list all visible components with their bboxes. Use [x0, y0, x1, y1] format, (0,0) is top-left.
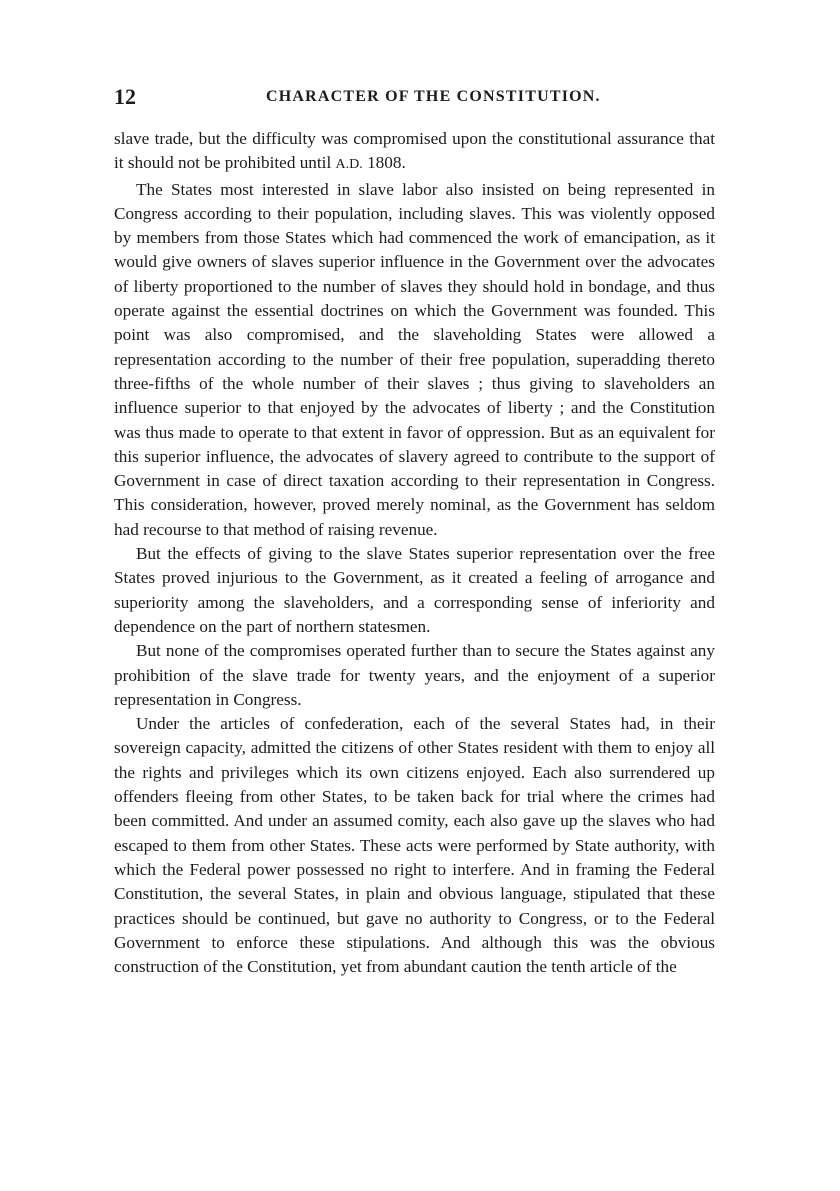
- paragraph: But the effects of giving to the slave States superior representation over the free States proved injurious to the Government, as it created a feeling of arrogance and superiority among the slaveholders, and a corresponding sense of inferiority and dependence on the part of northern statesmen.: [114, 544, 715, 636]
- paragraph: But none of the compromises operated further than to secure the States against any prohibition of the slave trade for twenty years, and the enjoyment of a superior representation in Congress.: [114, 641, 715, 709]
- paragraph-text: slave trade, but the difficulty was compromised upon the constitutional assurance that it should not be prohibited until: [114, 129, 715, 173]
- era-abbreviation: A.D.: [335, 157, 363, 173]
- page-number: 12: [114, 84, 136, 109]
- body-text: [114, 127, 715, 979]
- page-header: [114, 82, 714, 112]
- paragraph: The States most interested in slave labor also insisted on being represented in Congress according to their population, including slaves. This was violently opposed by members from those States which had commenced the work of emancipation, as it would give owners of slaves superior influence in the Government over the advocates of liberty proportioned to the number of slaves they should hold in bondage, and thus operate against the essential doctrines on which the Government was founded. This point was also compromised, and the slaveholding States were allowed a representation according to the number of their free population, superadding thereto three-fifths of the whole number of their slaves ; thus giving to slaveholders an influence superior to that enjoyed by the advocates of liberty ; and the Constitution was thus made to operate to that extent in favor of oppression. But as an equivalent for this superior influence, the advocates of slavery agreed to contribute to the support of Government in case of direct taxation according to their representation in Congress. This consideration, however, proved merely nominal, as the Government has seldom had recourse to that method of raising revenue.: [114, 179, 715, 539]
- paragraph-text: 1808.: [362, 153, 406, 173]
- paragraph: Under the articles of confederation, each of the several States had, in their sovereign capacity, admitted the citizens of other States resident with them to enjoy all the rights and privileges which its own citizens enjoyed. Each also surrendered up offenders fleeing from other States, to be taken back for trial where the crimes had been committed. And under an assumed comity, each also gave up the slaves who had escaped to them from other States. These acts were performed by State authority, with which the Federal power possessed no right to interfere. And in framing the Federal Constitution, the several States, in plain and obvious language, stipulated that these practices should be continued, but gave no authority to Congress, or to the Federal Government to enforce these stipulations. And although this was the obvious construction of the Constitution, yet from abundant caution the tenth article of the: [114, 714, 715, 977]
- running-head: CHARACTER OF THE CONSTITUTION.: [266, 88, 601, 105]
- paragraph-continued: [114, 127, 715, 178]
